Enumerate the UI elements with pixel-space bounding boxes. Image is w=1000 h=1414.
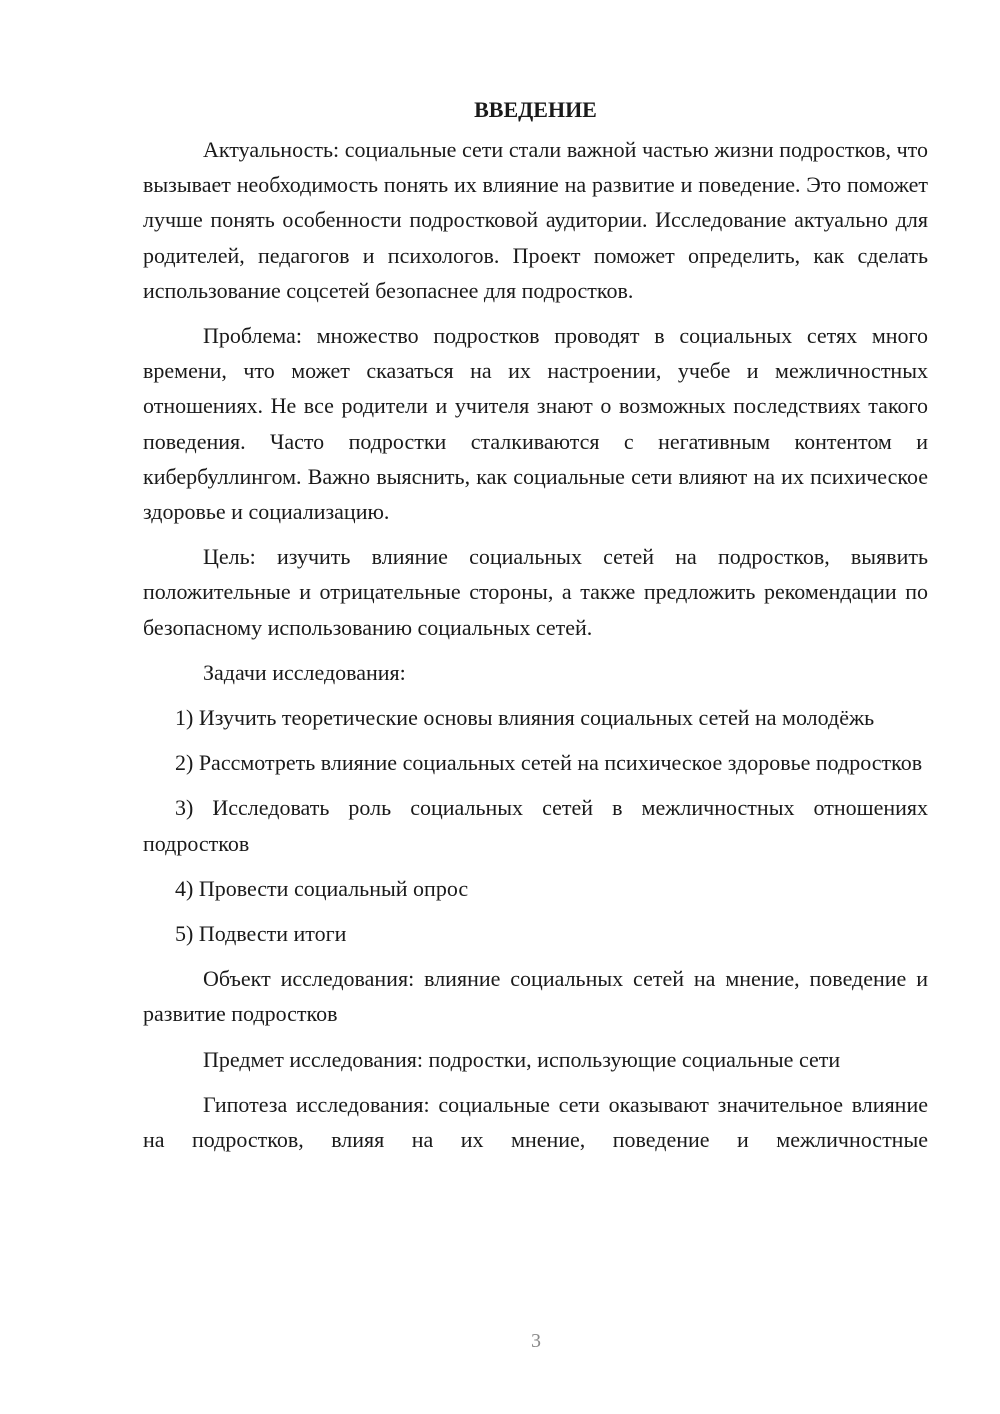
task-item-4: 4) Провести социальный опрос [175,875,469,901]
page-number: 3 [531,1330,541,1352]
relevance-paragraph: Актуальность: социальные сети стали важной частью жизни подростков, что вызывает необходимость понять их влияние на развитие и поведение. Это поможет лучше понять особенности подростковой аудитории. Исследование актуально для родителей, педагогов и психологов. Проект поможет определить, как сделать использование соцсетей безопаснее для подростков. [143,137,928,303]
goal-paragraph: Цель: изучить влияние социальных сетей на подростков, выявить положительные и отрицательные стороны, а также предложить рекомендации по безопасному использованию социальных сетей. [143,544,928,640]
problem-paragraph: Проблема: множество подростков проводят в социальных сетях много времени, что может сказаться на их настроении, учебе и межличностных отношениях. Не все родители и учителя знают о возможных последствиях такого поведения. Часто подростки сталкиваются с негативным контентом и кибербуллингом. Важно выяснить, как социальные сети влияют на их психическое здоровье и социализацию. [143,323,928,525]
object-paragraph: Объект исследования: влияние социальных сетей на мнение, поведение и развитие подростков [143,966,928,1027]
hypothesis-paragraph: Гипотеза исследования: социальные сети оказывают значительное влияние на подростков, влияя на их мнение, поведение и межличностные [143,1091,928,1153]
task-item-3: 3) Исследовать роль социальных сетей в межличностных отношениях подростков [143,795,928,856]
tasks-heading: Задачи исследования: [203,659,406,685]
task-item-1: 1) Изучить теоретические основы влияния социальных сетей на молодёжь [175,705,875,731]
subject-paragraph: Предмет исследования: подростки, использующие социальные сети [203,1046,841,1072]
page-content [143,88,928,1167]
task-item-5: 5) Подвести итоги [175,921,347,947]
section-title: ВВЕДЕНИЕ [474,97,597,122]
task-item-2: 2) Рассмотреть влияние социальных сетей на психическое здоровье подростков [175,750,923,776]
